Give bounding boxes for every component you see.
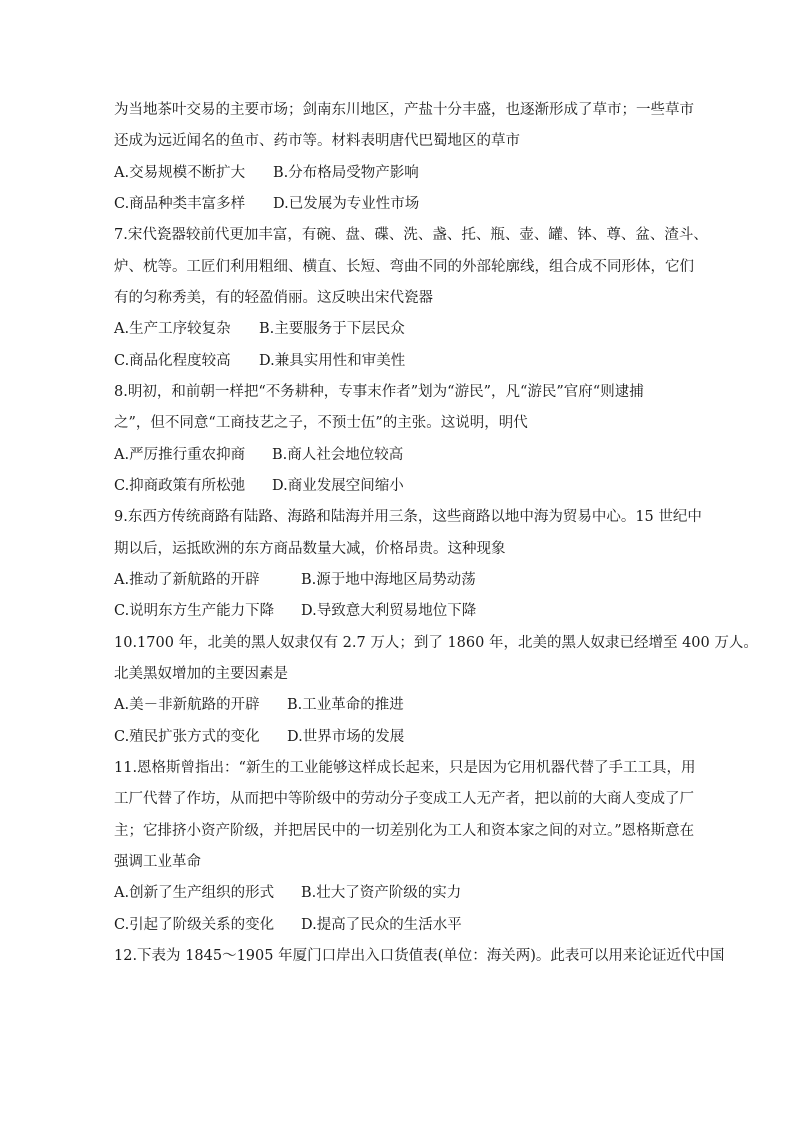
question-7-option-b: B.主要服务于下层民众: [259, 321, 405, 337]
question-11-option-b: B.壮大了资产阶级的实力: [301, 885, 462, 901]
question-7-stem-line: 7.宋代瓷器较前代更加丰富，有碗、盘、碟、洗、盏、托、瓶、壶、罐、钵、尊、盆、渣斗、: [114, 227, 708, 243]
question-7-option-a: A.生产工序较复杂: [114, 321, 231, 337]
question-10-option-c: C.殖民扩张方式的变化: [114, 729, 260, 745]
question-9-stem-line: 期以后，运抵欧洲的东方商品数量大减，价格昂贵。这种现象: [114, 541, 506, 557]
question-12-stem-line: 12.下表为 1845～1905 年厦门口岸出入口货值表(单位：海关两)。此表可以用来论证近代中国: [114, 948, 725, 964]
question-10-stem-line: 10.1700 年，北美的黑人奴隶仅有 2.7 万人；到了 1860 年，北美的黑人奴隶已经增至 400 万人。: [114, 635, 758, 651]
question-6-option-d: D.已发展为专业性市场: [273, 196, 420, 212]
question-8-stem-line: 8.明初，和前朝一样把“不务耕种，专事末作者”划为“游民”，凡“游民”官府“则逮捕: [114, 384, 644, 400]
question-6-stem-line: 还成为远近闻名的鱼市、药市等。材料表明唐代巴蜀地区的草市: [114, 133, 520, 149]
question-8-option-d: D.商业发展空间缩小: [272, 478, 404, 494]
question-7-option-c: C.商品化程度较高: [114, 353, 231, 369]
question-8-stem-line: 之”，但不同意“工商技艺之子，不预士伍”的主张。这说明，明代: [114, 415, 528, 431]
question-8-option-a: A.严厉推行重农抑商: [114, 447, 246, 463]
question-9-option-b: B.源于地中海地区局势动荡: [301, 572, 476, 588]
question-11-stem-line: 11.恩格斯曾指出：“新生的工业能够这样成长起来，只是因为它用机器代替了手工工具，用: [114, 760, 696, 776]
question-8-option-c: C.抑商政策有所松弛: [114, 478, 246, 494]
question-11-stem-line: 强调工业革命: [114, 854, 201, 870]
question-11-stem-line: 工厂代替了作坊，从而把中等阶级中的劳动分子变成工人无产者，把以前的大商人变成了厂: [114, 791, 694, 807]
question-10-option-d: D.世界市场的发展: [287, 729, 405, 745]
question-6-stem-line: 为当地茶叶交易的主要市场；剑南东川地区，产盐十分丰盛，也逐渐形成了草市；一些草市: [114, 102, 694, 118]
question-9-option-d: D.导致意大利贸易地位下降: [301, 603, 477, 619]
question-9-option-c: C.说明东方生产能力下降: [114, 603, 275, 619]
question-7-stem-line: 有的匀称秀美，有的轻盈俏丽。这反映出宋代瓷器: [114, 290, 433, 306]
question-8-option-b: B.商人社会地位较高: [272, 447, 404, 463]
question-10-option-a: A.美－非新航路的开辟: [114, 697, 260, 713]
question-7-option-d: D.兼具实用性和审美性: [259, 353, 406, 369]
question-9-stem-line: 9.东西方传统商路有陆路、海路和陆海并用三条，这些商路以地中海为贸易中心。15 世纪中: [114, 509, 702, 525]
question-6-option-a: A.交易规模不断扩大: [114, 165, 246, 181]
question-6-option-c: C.商品种类丰富多样: [114, 196, 246, 212]
question-11-option-d: D.提高了民众的生活水平: [301, 917, 462, 933]
question-11-stem-line: 主；它排挤小资产阶级，并把居民中的一切差别化为工人和资本家之间的对立。”恩格斯意在: [114, 823, 695, 839]
question-11-option-a: A.创新了生产组织的形式: [114, 885, 275, 901]
question-7-stem-line: 炉、枕等。工匠们利用粗细、横直、长短、弯曲不同的外部轮廓线，组合成不同形体，它们: [114, 259, 694, 275]
question-9-option-a: A.推动了新航路的开辟: [114, 572, 260, 588]
question-6-option-b: B.分布格局受物产影响: [273, 165, 419, 181]
question-10-stem-line: 北美黑奴增加的主要因素是: [114, 666, 288, 682]
question-10-option-b: B.工业革命的推进: [287, 697, 404, 713]
question-11-option-c: C.引起了阶级关系的变化: [114, 917, 275, 933]
